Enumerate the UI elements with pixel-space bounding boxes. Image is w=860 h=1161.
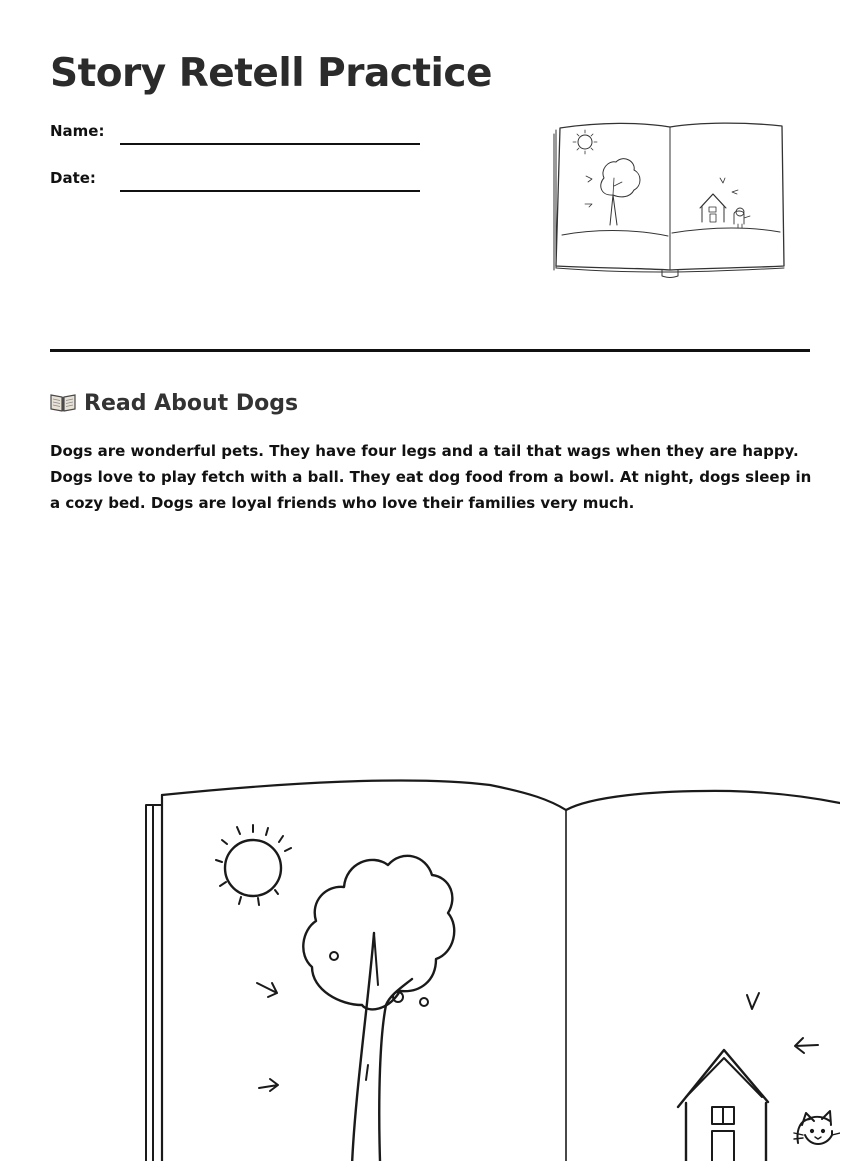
- date-field[interactable]: [120, 190, 420, 192]
- story-passage: Dogs are wonderful pets. They have four legs and a tail that wags when they are happy. Dogs love to play fetch with a ball. They eat dog food from a bowl. At night, dogs sleep in a cozy bed. Dogs are loyal friends who love their families very much.: [50, 442, 812, 512]
- date-label: Date:: [50, 169, 96, 187]
- storybook-coloring-illustration: [50, 535, 840, 1161]
- open-book-icon: [50, 392, 76, 412]
- section-heading: [50, 388, 298, 420]
- section-heading-text: Read About Dogs: [84, 391, 299, 416]
- name-label: Name:: [50, 122, 105, 140]
- section-divider: [50, 349, 810, 352]
- storybook-illustration: [530, 100, 810, 330]
- name-field[interactable]: [120, 143, 420, 145]
- worksheet-title: Story Retell Practice: [50, 51, 492, 96]
